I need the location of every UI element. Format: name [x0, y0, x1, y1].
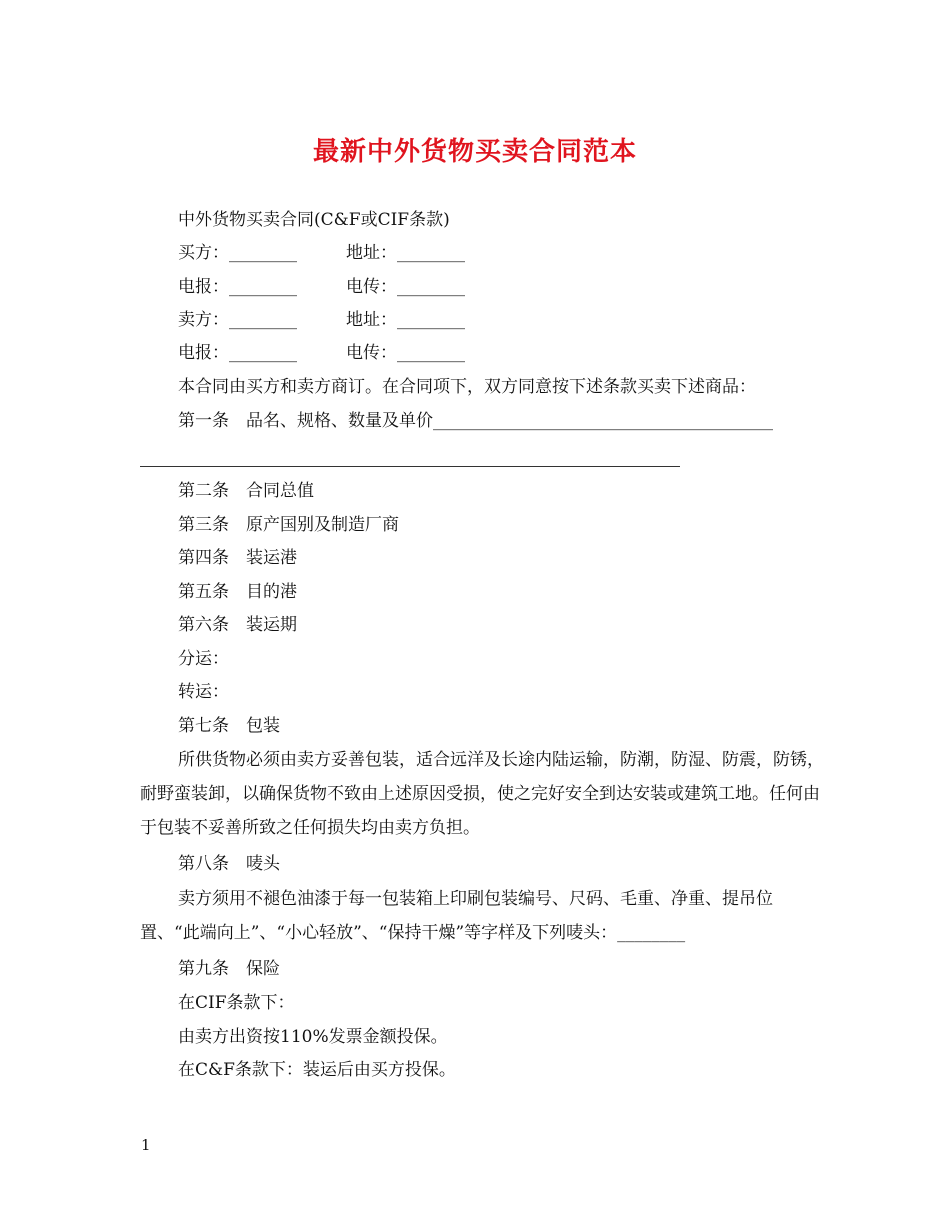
page-number: 1: [141, 1136, 151, 1154]
buyer-name-field: 买方：________: [178, 243, 297, 263]
buyer-contact-row: [178, 275, 465, 299]
cif-heading: 在CIF条款下：: [178, 993, 295, 1013]
buyer-telegram-field: 电报：________: [178, 277, 297, 297]
seller-row: [178, 308, 465, 332]
article-1: 第一条 品名、规格、数量及单价________________________________________: [178, 411, 773, 431]
article-7: 第七条 包装: [178, 716, 280, 736]
cf-text: 在C&F条款下：装运后由买方投保。: [178, 1060, 456, 1080]
seller-address-field: 地址：________: [346, 310, 465, 330]
article-7-text: 所供货物必须由卖方妥善包装，适合远洋及长途内陆运输，防潮，防湿、防震，防锈，耐野蛮装卸，以确保货物不致由上述原因受损，使之完好安全到达安装或建筑工地。任何由于包装不妥善所致之任何损失均由卖方负担。: [140, 750, 824, 838]
seller-contact-row: [178, 341, 465, 365]
seller-name-field: 卖方：________: [178, 310, 297, 330]
cif-text: 由卖方出资按110%发票金额投保。: [178, 1027, 448, 1047]
transshipment: 转运：: [178, 682, 229, 702]
article-4: 第四条 装运港: [178, 548, 297, 568]
fill-in-line: [140, 466, 680, 467]
article-8-text: 卖方须用不褪色油漆于每一包装箱上印刷包装编号、尺码、毛重、净重、提吊位置、“此端向上”、“小心轻放”、“保持干燥”等字样及下列唛头：________: [140, 889, 773, 943]
buyer-row: [178, 241, 465, 265]
article-6: 第六条 装运期: [178, 615, 297, 635]
partial-shipment: 分运：: [178, 649, 229, 669]
buyer-fax-field: 电传：________: [346, 277, 465, 297]
article-5: 第五条 目的港: [178, 582, 297, 602]
article-8: 第八条 唛头: [178, 854, 280, 874]
seller-fax-field: 电传：________: [346, 343, 465, 363]
buyer-address-field: 地址：________: [346, 243, 465, 263]
intro-text: 本合同由买方和卖方商订。在合同项下，双方同意按下述条款买卖下述商品：: [178, 377, 756, 397]
article-9: 第九条 保险: [178, 959, 280, 979]
article-3: 第三条 原产国别及制造厂商: [178, 515, 399, 535]
contract-subtitle: 中外货物买卖合同(C&F或CIF条款): [178, 210, 450, 230]
document-title: 最新中外货物买卖合同范本: [312, 137, 637, 167]
article-2: 第二条 合同总值: [178, 481, 314, 501]
seller-telegram-field: 电报：________: [178, 343, 297, 363]
